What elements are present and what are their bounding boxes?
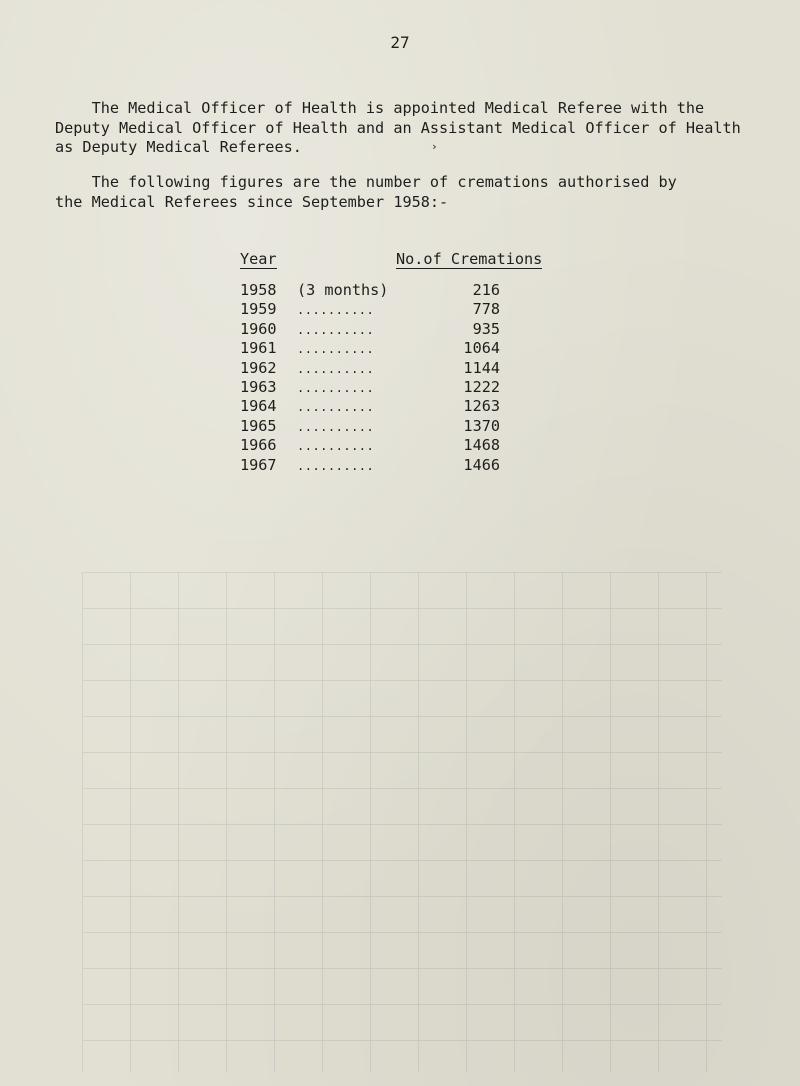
value-cell: 1222 [463, 377, 500, 396]
leader-cell: .......... [297, 342, 375, 357]
value-cell: 1370 [463, 416, 500, 435]
leader-cell: .......... [297, 400, 375, 415]
table-row [0, 397, 800, 416]
paragraph-line: as Deputy Medical Referees. [55, 138, 302, 156]
leader-cell: .......... [297, 361, 375, 376]
page-number: 27 [390, 33, 410, 52]
value-cell: 935 [472, 319, 500, 338]
year-cell: 1967 [240, 455, 277, 474]
cremations-table [0, 281, 800, 475]
year-cell: 1965 [240, 416, 277, 435]
cremations-column-header: No.of Cremations [396, 250, 543, 268]
value-cell: 1263 [463, 397, 500, 416]
leader-cell: .......... [297, 380, 375, 395]
value-cell: 1064 [463, 339, 500, 358]
table-row [0, 281, 800, 300]
stray-mark: › [431, 140, 438, 153]
value-cell: 778 [472, 300, 500, 319]
year-cell: 1958 [240, 281, 277, 299]
paragraph-line: the Medical Referees since September 1958:- [55, 192, 449, 211]
table-row [0, 339, 800, 358]
table-row [0, 378, 800, 397]
paragraph-line: The following figures are the number of cremations authorised by [55, 173, 677, 191]
leader-cell: .......... [297, 458, 375, 473]
leader-cell: (3 months) [297, 281, 389, 299]
value-cell: 1466 [463, 455, 500, 474]
cremations-intro-paragraph [55, 173, 775, 212]
paragraph-line: Deputy Medical Officer of Health and an Assistant Medical Officer of Health [55, 118, 741, 137]
year-cell: 1962 [240, 358, 277, 377]
table-row [0, 417, 800, 436]
year-cell: 1959 [240, 300, 277, 319]
year-cell: 1964 [240, 397, 277, 416]
show-through-grid [82, 572, 722, 1072]
leader-cell: .......... [297, 419, 375, 434]
table-row [0, 320, 800, 339]
leader-cell: .......... [297, 303, 375, 318]
referee-paragraph [55, 99, 775, 158]
value-cell: 1468 [463, 436, 500, 455]
leader-cell: .......... [297, 439, 375, 454]
year-cell: 1960 [240, 319, 277, 338]
year-column-header: Year [240, 250, 277, 268]
value-cell: 216 [472, 281, 500, 299]
year-cell: 1961 [240, 339, 277, 358]
table-row [0, 359, 800, 378]
leader-cell: .......... [297, 322, 375, 337]
year-cell: 1963 [240, 377, 277, 396]
table-row [0, 456, 800, 475]
table-row [0, 300, 800, 319]
table-row [0, 436, 800, 455]
paragraph-line: The Medical Officer of Health is appointed Medical Referee with the [55, 99, 705, 117]
value-cell: 1144 [463, 358, 500, 377]
year-cell: 1966 [240, 436, 277, 455]
